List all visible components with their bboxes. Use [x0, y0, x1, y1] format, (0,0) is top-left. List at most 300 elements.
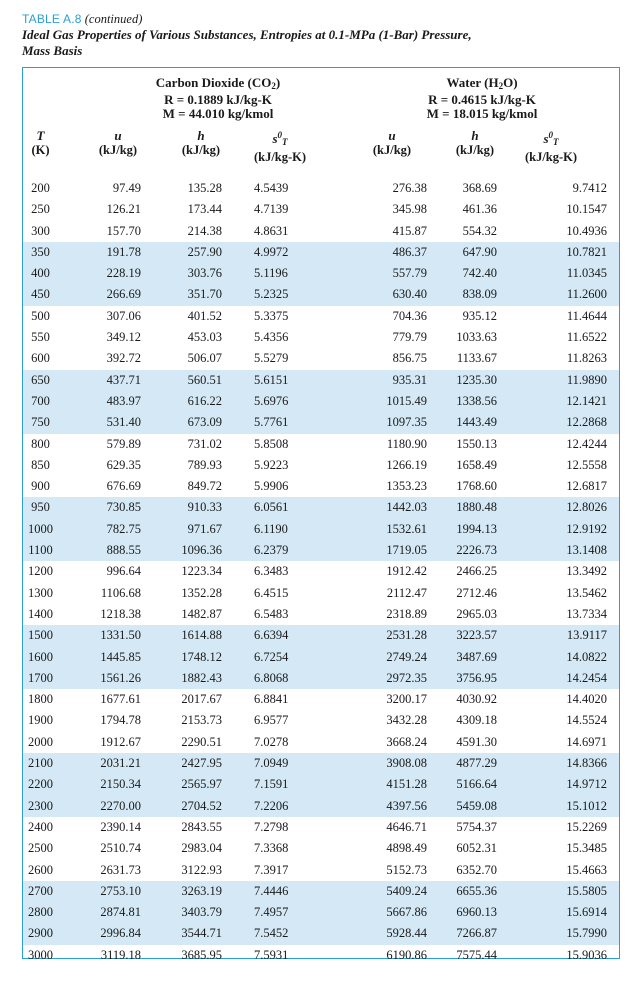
water-u-cell: 3668.24 [386, 734, 427, 749]
water-h-cell: 3756.95 [456, 670, 497, 685]
table-row [23, 838, 619, 859]
caption-label-line [22, 12, 622, 27]
co2-u-cell: 97.49 [112, 181, 141, 195]
co2-h-cell: 3122.93 [181, 862, 222, 877]
table-row [23, 902, 619, 923]
co2-s-cell: 5.2325 [254, 287, 289, 302]
table-row [23, 817, 619, 838]
temperature-cell: 1700 [28, 670, 53, 685]
water-u-cell: 2318.89 [386, 606, 427, 621]
water-h-cell: 368.69 [462, 181, 497, 195]
co2-s-cell: 6.9577 [254, 713, 289, 728]
co2-group-header [128, 76, 308, 121]
co2-u-cell: 349.12 [106, 330, 141, 345]
table-label: TABLE A.8 [22, 12, 82, 26]
co2-h-cell: 1882.43 [181, 670, 222, 685]
water-molar-mass: M = 18.015 kg/kmol [426, 106, 538, 121]
co2-gas-constant: R = 0.1889 kJ/kg-K [164, 92, 272, 107]
water-u-cell: 935.31 [392, 372, 427, 387]
co2-s-cell: 5.9906 [254, 479, 289, 494]
temperature-cell: 450 [31, 287, 50, 302]
water-s-cell: 15.9036 [566, 947, 607, 962]
water-s-cell: 15.3485 [566, 841, 607, 856]
table-row [23, 604, 619, 625]
water-h-cell: 1768.60 [456, 479, 497, 494]
co2-h-cell: 1223.34 [181, 564, 222, 579]
temperature-cell: 1400 [28, 606, 53, 621]
water-s-cell: 11.8263 [566, 351, 607, 366]
co2-h-cell: 173.44 [187, 202, 222, 217]
temperature-cell: 2100 [28, 756, 53, 771]
water-h-cell: 935.12 [462, 308, 497, 323]
co2-s-cell: 6.3483 [254, 564, 289, 579]
co2-h-cell: 2565.97 [181, 777, 222, 792]
co2-u-cell: 266.69 [106, 287, 141, 302]
water-u-cell: 1442.03 [386, 500, 427, 515]
temperature-cell: 2300 [28, 798, 53, 813]
co2-h-cell: 257.90 [187, 244, 222, 259]
water-h-cell: 1880.48 [456, 500, 497, 515]
water-h-cell: 1994.13 [456, 521, 497, 536]
water-h-cell: 2226.73 [456, 543, 497, 558]
co2-s-cell: 5.6976 [254, 393, 289, 408]
co2-h-cell: 351.70 [187, 287, 222, 302]
co2-s-cell: 7.5452 [254, 926, 289, 941]
temperature-cell: 1100 [28, 543, 53, 558]
co2-name: Carbon Dioxide $(CO_2)$ [155, 75, 281, 91]
water-s-cell: 13.7334 [566, 606, 607, 621]
water-u-cell: 415.87 [392, 223, 427, 238]
co2-u-cell: 2631.73 [100, 862, 141, 877]
water-h-cell: 5754.37 [456, 819, 497, 834]
temperature-cell: 1000 [28, 521, 53, 536]
temperature-cell: 650 [31, 372, 50, 387]
water-u-cell: 5152.73 [386, 862, 427, 877]
water-u-cell: 4898.49 [386, 841, 427, 856]
co2-s-cell: 7.5931 [254, 947, 289, 962]
co2-h-cell: 2153.73 [181, 713, 222, 728]
co2-h-cell: 214.38 [187, 223, 222, 238]
co2-h-cell: 910.33 [187, 500, 222, 515]
water-h-cell: 7266.87 [456, 926, 497, 941]
co2-u-cell: 1106.68 [100, 585, 141, 600]
water-s-cell: 13.3492 [566, 564, 607, 579]
co2-u-cell: 3119.18 [100, 947, 141, 962]
table-row [23, 860, 619, 881]
temperature-cell: 600 [31, 351, 50, 366]
co2-s-cell: 5.9223 [254, 457, 289, 472]
co2-u-cell: 2150.34 [100, 777, 141, 792]
co2-h-cell: 1096.36 [181, 543, 222, 558]
table-row [23, 306, 619, 327]
co2-molar-mass: M = 44.010 kg/kmol [162, 106, 274, 121]
table-body [23, 178, 619, 966]
co2-u-cell: 437.71 [106, 372, 141, 387]
temperature-cell: 2600 [28, 862, 53, 877]
water-u-cell: 6190.86 [386, 947, 427, 962]
co2-s-cell: 6.4515 [254, 585, 289, 600]
water-s-cell: 13.1408 [566, 543, 607, 558]
water-gas-constant: R = 0.4615 kJ/kg-K [428, 92, 536, 107]
co2-s-cell: 4.5439 [254, 181, 289, 195]
co2-h-cell: 560.51 [187, 372, 222, 387]
table-row [23, 199, 619, 220]
water-s-cell: 12.5558 [566, 457, 607, 472]
temperature-cell: 3000 [28, 947, 53, 962]
co2-s-cell: 7.2206 [254, 798, 289, 813]
co2-h-cell: 3403.79 [181, 905, 222, 920]
co2-u-cell: 1677.61 [100, 692, 141, 707]
table-row [23, 348, 619, 369]
water-h-cell: 3223.57 [456, 628, 497, 643]
temperature-cell: 1900 [28, 713, 53, 728]
water-s-cell: 15.2269 [566, 819, 607, 834]
water-s-cell: 15.4663 [566, 862, 607, 877]
co2-h-cell: 1482.87 [181, 606, 222, 621]
water-s-cell: 14.5524 [566, 713, 607, 728]
co2-u-cell: 1561.26 [100, 670, 141, 685]
water-h-cell: 2466.25 [456, 564, 497, 579]
co2-u-cell: 2270.00 [100, 798, 141, 813]
table-row [23, 689, 619, 710]
temperature-cell: 2000 [28, 734, 53, 749]
co2-s-cell: 5.5279 [254, 351, 289, 366]
co2-h-cell: 849.72 [187, 479, 222, 494]
water-s-cell: 10.1547 [566, 202, 607, 217]
co2-u-cell: 1218.38 [100, 606, 141, 621]
temperature-cell: 800 [31, 436, 50, 451]
water-h-cell: 6655.36 [456, 883, 497, 898]
temperature-cell: 400 [31, 266, 50, 281]
co2-u-cell: 228.19 [106, 266, 141, 281]
co2-h-cell: 2983.04 [181, 841, 222, 856]
table-row [23, 774, 619, 795]
water-h-cell: 1338.56 [456, 393, 497, 408]
water-u-cell: 276.38 [392, 181, 427, 195]
water-u-cell: 779.79 [392, 330, 427, 345]
water-s-cell: 11.4644 [566, 308, 607, 323]
co2-h-cell: 506.07 [187, 351, 222, 366]
temperature-cell: 250 [31, 202, 50, 217]
co2-s-cell: 7.0949 [254, 756, 289, 771]
water-h-cell: 742.40 [462, 266, 497, 281]
water-s-cell: 12.6817 [566, 479, 607, 494]
water-h-cell: 5166.64 [456, 777, 497, 792]
water-s-cell: 15.5805 [566, 883, 607, 898]
table-row [23, 540, 619, 561]
co2-s-cell: 4.7139 [254, 202, 289, 217]
water-u-cell: 1353.23 [386, 479, 427, 494]
table-row [23, 945, 619, 966]
water-s-cell: 12.4244 [566, 436, 607, 451]
co2-h-cell: 3685.95 [181, 947, 222, 962]
water-u-cell: 856.75 [392, 351, 427, 366]
water-h-cell: 5459.08 [456, 798, 497, 813]
table-row [23, 796, 619, 817]
table-row [23, 476, 619, 497]
table-row [23, 391, 619, 412]
water-u-cell: 345.98 [392, 202, 427, 217]
water-h-cell: 6960.13 [456, 905, 497, 920]
water-u-cell: 2972.35 [386, 670, 427, 685]
temperature-cell: 2200 [28, 777, 53, 792]
water-h-cell: 1443.49 [456, 415, 497, 430]
co2-h-cell: 2843.55 [181, 819, 222, 834]
col-header-co2-s: $s^0_T$ (kJ/kg-K) [253, 130, 307, 164]
co2-s-cell: 7.3368 [254, 841, 289, 856]
co2-h-cell: 401.52 [187, 308, 222, 323]
water-u-cell: 5409.24 [386, 883, 427, 898]
col-header-water-s: $s^0_T$ (kJ/kg-K) [524, 130, 578, 164]
water-s-cell: 14.0822 [566, 649, 607, 664]
temperature-cell: 1500 [28, 628, 53, 643]
table-row [23, 242, 619, 263]
co2-s-cell: 7.1591 [254, 777, 289, 792]
co2-s-cell: 6.8068 [254, 670, 289, 685]
co2-u-cell: 531.40 [106, 415, 141, 430]
table-row [23, 327, 619, 348]
temperature-cell: 750 [31, 415, 50, 430]
co2-s-cell: 6.6394 [254, 628, 289, 643]
water-s-cell: 15.6914 [566, 905, 607, 920]
temperature-cell: 1800 [28, 692, 53, 707]
water-u-cell: 5667.86 [386, 905, 427, 920]
co2-u-cell: 157.70 [106, 223, 141, 238]
water-h-cell: 7575.44 [456, 947, 497, 962]
water-u-cell: 704.36 [392, 308, 427, 323]
water-s-cell: 12.9192 [566, 521, 607, 536]
water-s-cell: 14.6971 [566, 734, 607, 749]
table-row [23, 221, 619, 242]
co2-u-cell: 2510.74 [100, 841, 141, 856]
table-title-line1: Ideal Gas Properties of Various Substances, Entropies at 0.1-MPa (1-Bar) Pressure, [22, 27, 472, 42]
water-u-cell: 1719.05 [386, 543, 427, 558]
water-s-cell: 14.2454 [566, 670, 607, 685]
table-row [23, 647, 619, 668]
water-h-cell: 1658.49 [456, 457, 497, 472]
water-u-cell: 2112.47 [386, 585, 427, 600]
co2-h-cell: 2427.95 [181, 756, 222, 771]
water-s-cell: 13.5462 [566, 585, 607, 600]
co2-h-cell: 453.03 [187, 330, 222, 345]
water-s-cell: 10.4936 [566, 223, 607, 238]
water-h-cell: 6052.31 [456, 841, 497, 856]
table-row [23, 455, 619, 476]
table-row [23, 668, 619, 689]
water-h-cell: 4309.18 [456, 713, 497, 728]
co2-s-cell: 7.0278 [254, 734, 289, 749]
temperature-cell: 700 [31, 393, 50, 408]
co2-h-cell: 135.28 [187, 181, 222, 195]
co2-u-cell: 191.78 [106, 244, 141, 259]
water-u-cell: 1180.90 [386, 436, 427, 451]
co2-s-cell: 5.8508 [254, 436, 289, 451]
water-h-cell: 4591.30 [456, 734, 497, 749]
water-s-cell: 11.6522 [566, 330, 607, 345]
temperature-cell: 850 [31, 457, 50, 472]
temperature-cell: 950 [31, 500, 50, 515]
co2-u-cell: 2031.21 [100, 756, 141, 771]
water-s-cell: 12.8026 [566, 500, 607, 515]
co2-s-cell: 7.2798 [254, 819, 289, 834]
table-row [23, 178, 619, 199]
water-u-cell: 4646.71 [386, 819, 427, 834]
water-h-cell: 1133.67 [456, 351, 497, 366]
water-u-cell: 1912.42 [386, 564, 427, 579]
table-row [23, 753, 619, 774]
co2-u-cell: 307.06 [106, 308, 141, 323]
water-s-cell: 11.0345 [566, 266, 607, 281]
table-row [23, 625, 619, 646]
water-s-cell: 15.1012 [566, 798, 607, 813]
co2-s-cell: 6.7254 [254, 649, 289, 664]
co2-u-cell: 782.75 [106, 521, 141, 536]
co2-u-cell: 1331.50 [100, 628, 141, 643]
co2-s-cell: 6.0561 [254, 500, 289, 515]
water-group-header [392, 76, 572, 121]
temperature-cell: 1600 [28, 649, 53, 664]
co2-s-cell: 6.2379 [254, 543, 289, 558]
co2-u-cell: 730.85 [106, 500, 141, 515]
co2-h-cell: 2290.51 [181, 734, 222, 749]
col-header-water-h: h (kJ/kg) [455, 128, 495, 157]
co2-s-cell: 7.4446 [254, 883, 289, 898]
water-h-cell: 4030.92 [456, 692, 497, 707]
co2-h-cell: 789.93 [187, 457, 222, 472]
co2-u-cell: 2874.81 [100, 905, 141, 920]
table-row [23, 583, 619, 604]
table-row [23, 732, 619, 753]
co2-h-cell: 971.67 [187, 521, 222, 536]
water-u-cell: 557.79 [392, 266, 427, 281]
co2-h-cell: 2704.52 [181, 798, 222, 813]
table-row [23, 710, 619, 731]
co2-u-cell: 1912.67 [100, 734, 141, 749]
co2-s-cell: 6.5483 [254, 606, 289, 621]
co2-h-cell: 731.02 [187, 436, 222, 451]
water-u-cell: 1097.35 [386, 415, 427, 430]
water-h-cell: 3487.69 [456, 649, 497, 664]
co2-s-cell: 5.1196 [254, 266, 288, 281]
temperature-cell: 1200 [28, 564, 53, 579]
water-h-cell: 1033.63 [456, 330, 497, 345]
continued-label: (continued) [84, 12, 143, 26]
co2-u-cell: 2996.84 [100, 926, 141, 941]
water-s-cell: 9.7412 [572, 181, 607, 195]
water-s-cell: 14.4020 [566, 692, 607, 707]
co2-u-cell: 996.64 [106, 564, 141, 579]
table-title-line2: Mass Basis [22, 43, 83, 58]
water-u-cell: 630.40 [392, 287, 427, 302]
co2-u-cell: 579.89 [106, 436, 141, 451]
col-header-temperature: T (K) [31, 128, 50, 157]
temperature-cell: 2400 [28, 819, 53, 834]
co2-s-cell: 6.8841 [254, 692, 289, 707]
col-header-co2-h: h (kJ/kg) [181, 128, 221, 157]
co2-s-cell: 7.3917 [254, 862, 289, 877]
co2-u-cell: 888.55 [106, 543, 141, 558]
water-h-cell: 461.36 [462, 202, 497, 217]
water-u-cell: 4151.28 [386, 777, 427, 792]
table-row [23, 923, 619, 944]
water-u-cell: 5928.44 [386, 926, 427, 941]
water-h-cell: 6352.70 [456, 862, 497, 877]
table-row [23, 561, 619, 582]
co2-s-cell: 6.1190 [254, 521, 288, 536]
co2-s-cell: 7.4957 [254, 905, 289, 920]
col-header-water-u: u (kJ/kg) [372, 128, 412, 157]
temperature-cell: 1300 [28, 585, 53, 600]
co2-u-cell: 1445.85 [100, 649, 141, 664]
table-row [23, 519, 619, 540]
water-h-cell: 2712.46 [456, 585, 497, 600]
temperature-cell: 2700 [28, 883, 53, 898]
co2-s-cell: 4.9972 [254, 244, 289, 259]
water-s-cell: 12.2868 [566, 415, 607, 430]
water-u-cell: 3200.17 [386, 692, 427, 707]
water-s-cell: 14.8366 [566, 756, 607, 771]
water-u-cell: 2749.24 [386, 649, 427, 664]
water-name: Water $(H_2O)$ [446, 75, 518, 91]
table-row [23, 412, 619, 433]
co2-h-cell: 1748.12 [181, 649, 222, 664]
table-row [23, 434, 619, 455]
temperature-cell: 2800 [28, 905, 53, 920]
water-s-cell: 12.1421 [566, 393, 607, 408]
table-row [23, 263, 619, 284]
water-h-cell: 2965.03 [456, 606, 497, 621]
co2-h-cell: 3544.71 [181, 926, 222, 941]
col-header-co2-u: u (kJ/kg) [98, 128, 138, 157]
co2-u-cell: 2390.14 [100, 819, 141, 834]
water-u-cell: 3432.28 [386, 713, 427, 728]
co2-u-cell: 676.69 [106, 479, 141, 494]
co2-s-cell: 5.3375 [254, 308, 289, 323]
co2-h-cell: 616.22 [187, 393, 222, 408]
water-s-cell: 10.7821 [566, 244, 607, 259]
table-row [23, 497, 619, 518]
table-title [22, 27, 622, 59]
temperature-cell: 350 [31, 244, 50, 259]
water-s-cell: 11.9890 [566, 372, 607, 387]
water-h-cell: 4877.29 [456, 756, 497, 771]
table-row [23, 370, 619, 391]
water-h-cell: 554.32 [462, 223, 497, 238]
water-h-cell: 838.09 [462, 287, 497, 302]
temperature-cell: 300 [31, 223, 50, 238]
table-row [23, 881, 619, 902]
temperature-cell: 2900 [28, 926, 53, 941]
temperature-cell: 900 [31, 479, 50, 494]
water-h-cell: 1235.30 [456, 372, 497, 387]
co2-u-cell: 1794.78 [100, 713, 141, 728]
co2-h-cell: 673.09 [187, 415, 222, 430]
water-u-cell: 486.37 [392, 244, 427, 259]
water-u-cell: 1266.19 [386, 457, 427, 472]
water-u-cell: 2531.28 [386, 628, 427, 643]
co2-u-cell: 629.35 [106, 457, 141, 472]
water-h-cell: 647.90 [462, 244, 497, 259]
co2-u-cell: 392.72 [106, 351, 141, 366]
co2-h-cell: 3263.19 [181, 883, 222, 898]
temperature-cell: 500 [31, 308, 50, 323]
co2-u-cell: 2753.10 [100, 883, 141, 898]
co2-u-cell: 126.21 [106, 202, 141, 217]
temperature-cell: 2500 [28, 841, 53, 856]
co2-s-cell: 5.6151 [254, 372, 289, 387]
temperature-cell: 550 [31, 330, 50, 345]
water-s-cell: 14.9712 [566, 777, 607, 792]
